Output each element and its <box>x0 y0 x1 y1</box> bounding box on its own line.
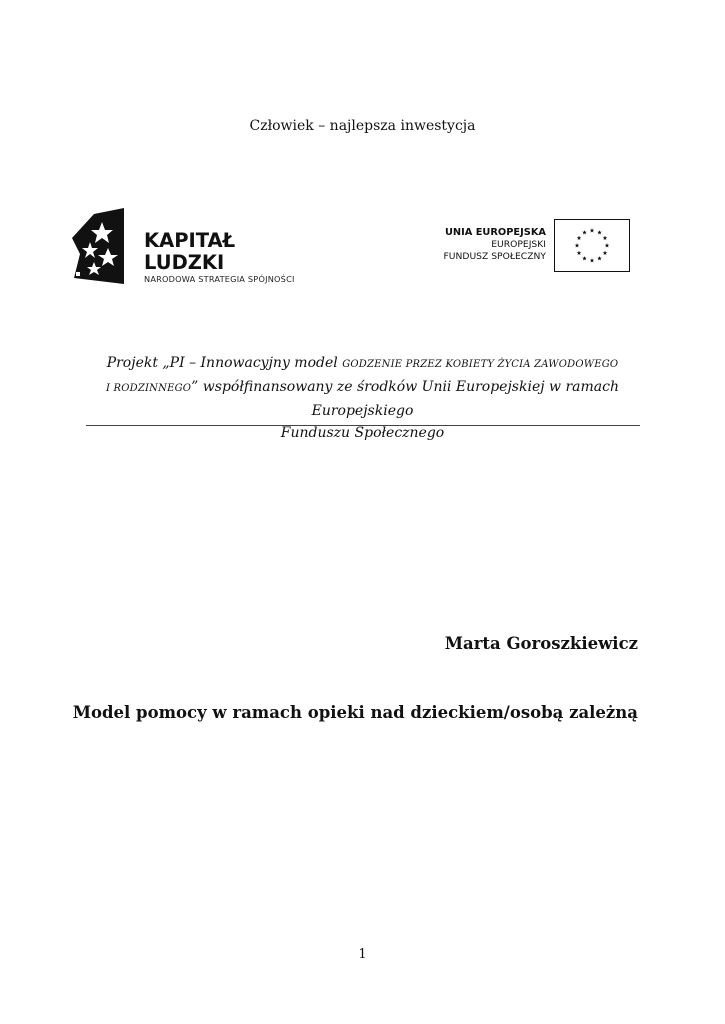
project-text-1: Projekt „PI – Innowacyjny model <box>106 355 343 371</box>
document-title: Model pomocy w ramach opieki nad dzieckiem/osobą zależną <box>72 703 638 722</box>
divider <box>86 425 640 426</box>
project-text-4: ” współfinansowany ze środków Unii Europejskiej w ramach Europejskiego <box>191 379 619 419</box>
project-description <box>70 352 655 444</box>
page-number: 1 <box>358 947 367 962</box>
project-text-3: I RODZINNEGO <box>106 383 192 394</box>
kapital-ludzki-subtitle: NARODOWA STRATEGIA SPÓJNOŚCI <box>144 274 295 284</box>
project-text-5: Funduszu Społecznego <box>280 425 445 441</box>
eu-logo-text <box>420 226 546 263</box>
eu-title: UNIA EUROPEJSKA <box>444 227 546 238</box>
kapital-ludzki-emblem-icon <box>72 208 128 284</box>
eu-line-2: FUNDUSZ SPOŁECZNY <box>443 251 546 262</box>
kapital-ludzki-title: KAPITAŁ LUDZKI <box>144 229 236 274</box>
motto: Człowiek – najlepsza inwestycja <box>249 118 476 134</box>
eu-flag-icon <box>554 219 630 272</box>
kapital-ludzki-logo <box>72 208 317 288</box>
project-text-2: GODZENIE PRZEZ KOBIETY ŻYCIA ZAWODOWEGO <box>342 359 619 370</box>
author-name: Marta Goroszkiewicz <box>444 634 638 653</box>
eu-line-1: EUROPEJSKI <box>491 239 546 250</box>
